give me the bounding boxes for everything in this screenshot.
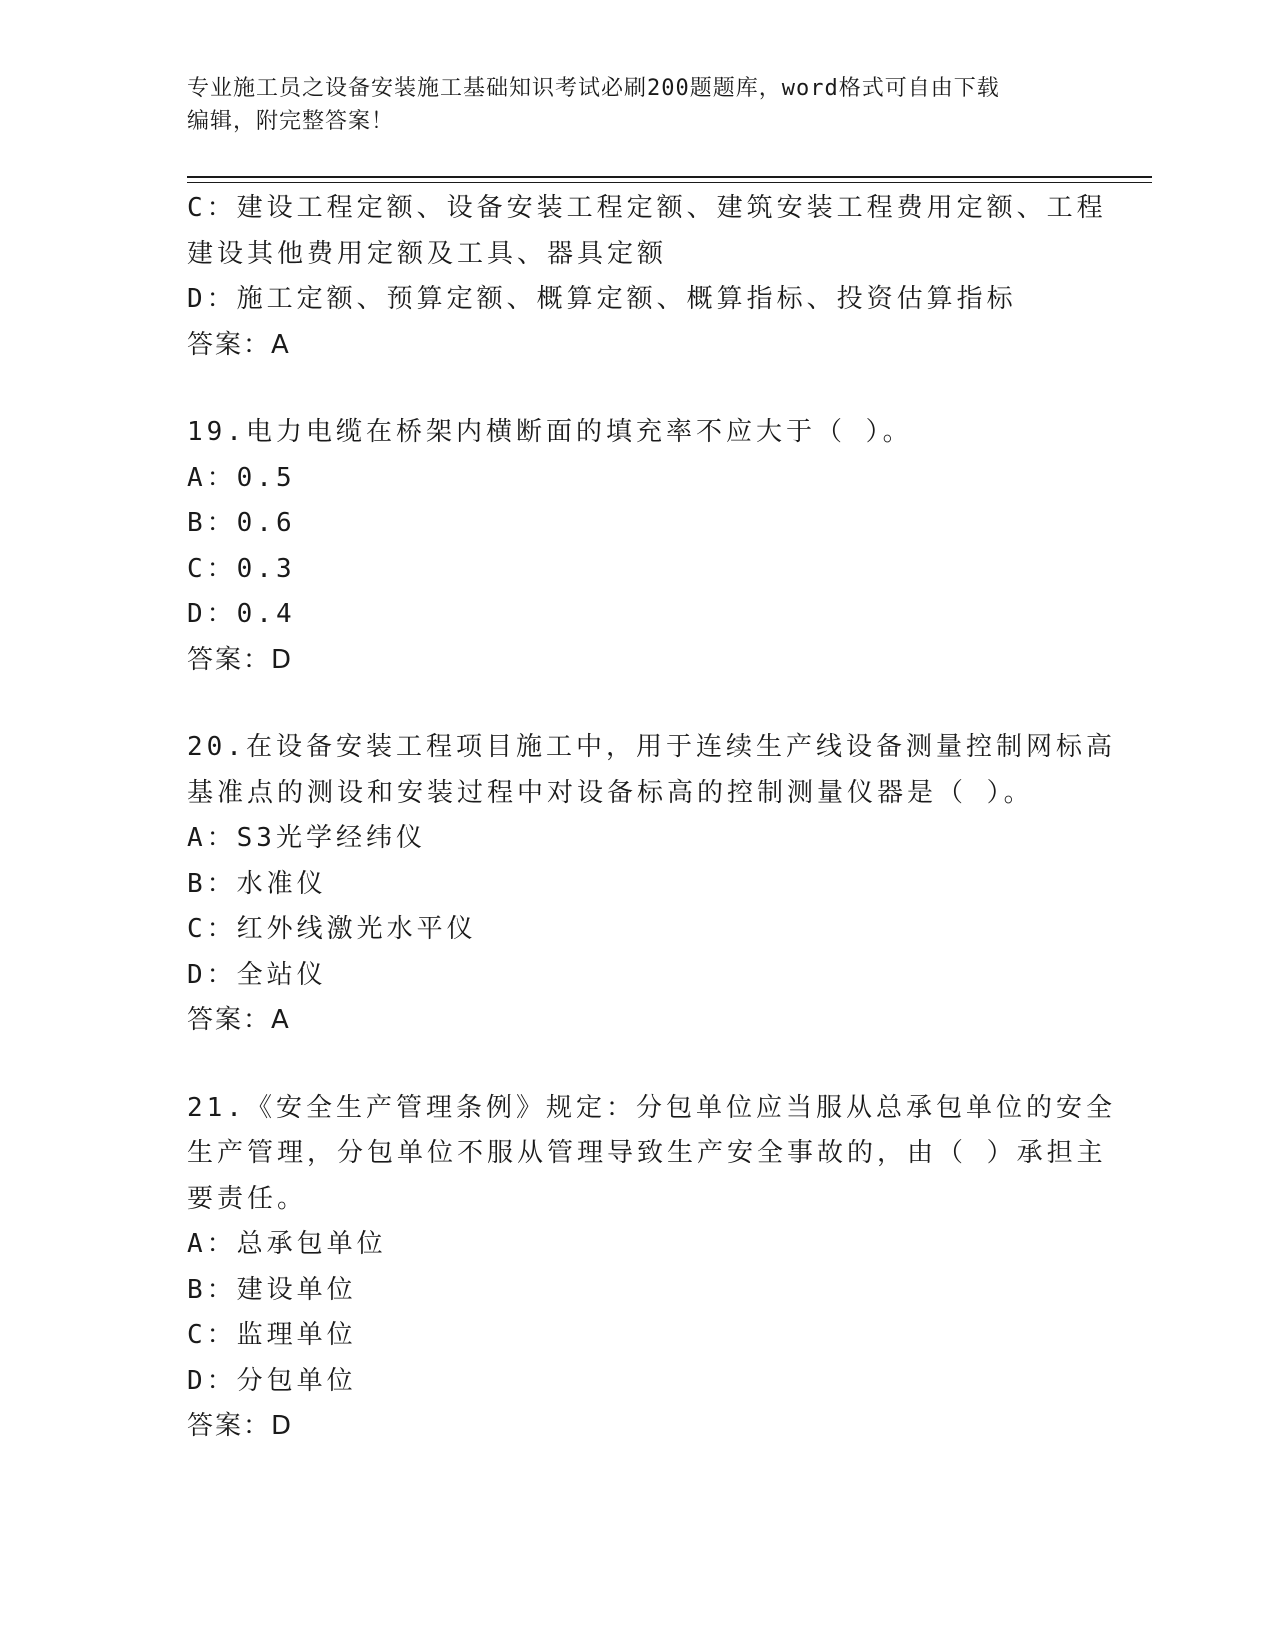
question-block-18	[187, 186, 1107, 368]
answer: 答案：D	[187, 1411, 294, 1441]
option-c: C：监理单位	[187, 1320, 357, 1350]
question-stem-continued: 基准点的测设和安装过程中对设备标高的控制测量仪器是（ ）。	[187, 777, 1034, 808]
option-c: C：红外线激光水平仪	[187, 914, 477, 944]
option-c-continued: 建设其他费用定额及工具、器具定额	[187, 238, 668, 269]
header-divider-thin	[187, 182, 1152, 183]
answer: 答案：A	[187, 1005, 291, 1035]
spacer	[187, 368, 1087, 410]
option-d: D：施工定额、预算定额、概算定额、概算指标、投资估算指标	[187, 284, 1017, 314]
question-stem: 19.电力电缆在桥架内横断面的填充率不应大于（ ）。	[187, 417, 913, 447]
spacer	[187, 683, 1087, 725]
option-a: A：总承包单位	[187, 1229, 387, 1259]
option-c: C：建设工程定额、设备安装工程定额、建筑安装工程费用定额、工程	[187, 193, 1107, 223]
question-block-20	[187, 725, 1116, 1044]
question-stem-continued: 要责任。	[187, 1183, 308, 1214]
question-stem: 20.在设备安装工程项目施工中，用于连续生产线设备测量控制网标高	[187, 732, 1116, 762]
option-a: A：S3光学经纬仪	[187, 823, 426, 853]
option-d: D：全站仪	[187, 959, 327, 990]
header-title-line-1: 专业施工员之设备安装施工基础知识考试必刷200题题库，word格式可自由下载	[187, 76, 1000, 101]
answer: 答案：D	[187, 644, 294, 675]
answer: 答案：A	[187, 329, 291, 360]
question-block-21	[187, 1086, 1116, 1450]
header-divider-thick	[187, 176, 1152, 178]
question-stem-continued: 生产管理，分包单位不服从管理导致生产安全事故的，由（ ）承担主	[187, 1138, 1107, 1168]
spacer	[187, 1044, 1087, 1086]
option-b: B：水准仪	[187, 868, 327, 899]
option-b: B：建设单位	[187, 1274, 357, 1305]
document-header	[187, 72, 1067, 138]
option-b: B：0.6	[187, 508, 296, 538]
option-a: A：0.5	[187, 462, 296, 493]
question-list	[187, 186, 1116, 1450]
option-d: D：分包单位	[187, 1365, 357, 1396]
option-d: D：0.4	[187, 599, 296, 629]
question-stem: 21.《安全生产管理条例》规定：分包单位应当服从总承包单位的安全	[187, 1092, 1116, 1123]
header-title-line-2: 编辑，附完整答案！	[187, 109, 395, 134]
question-block-19	[187, 410, 1087, 683]
option-c: C：0.3	[187, 553, 296, 584]
